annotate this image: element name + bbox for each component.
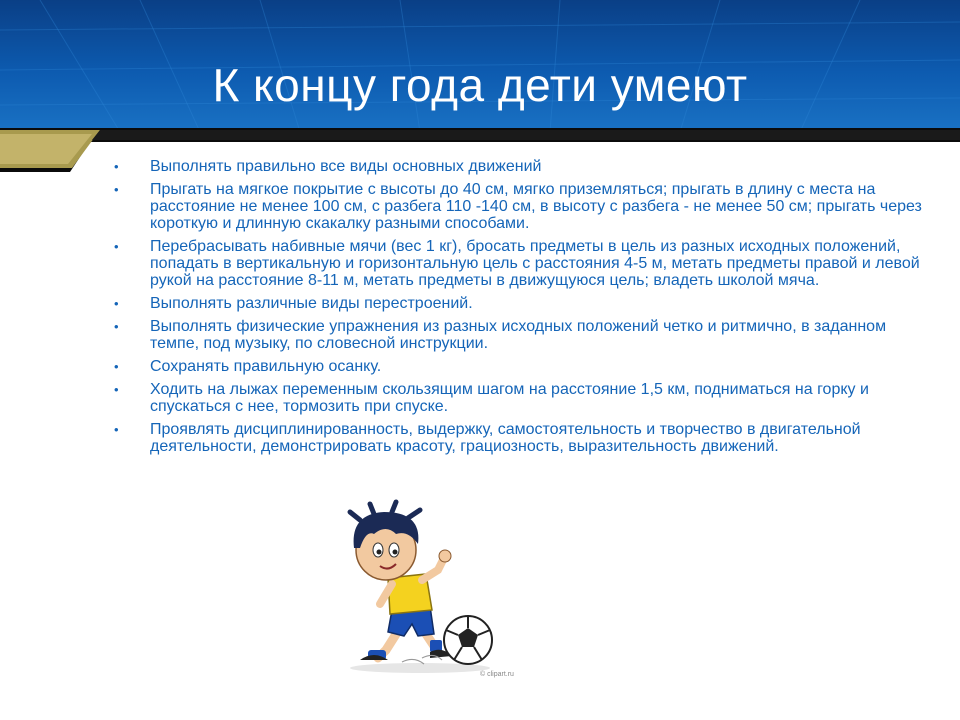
bullet-icon: • [114,319,119,334]
skills-list [112,158,937,461]
list-item-text: Ходить на лыжах переменным скользящим шагом на расстояние 1,5 км, подниматься на горку и спускаться с нее, тормозить при спуске. [150,381,869,415]
list-item-text: Сохранять правильную осанку. [150,358,382,375]
list-item [112,358,937,375]
bullet-icon: • [114,159,119,174]
bullet-icon: • [114,359,119,374]
list-item [112,238,937,289]
list-item [112,381,937,415]
list-item-text: Выполнять различные виды перестроений. [150,295,473,312]
slide-header [0,0,960,132]
list-item [112,181,937,232]
list-item [112,295,937,312]
bullet-icon: • [114,182,119,197]
bullet-icon: • [114,382,119,397]
list-item-text: Прыгать на мягкое покрытие с высоты до 40 см, мягко приземляться; прыгать в длину с места на расстояние не менее 100 см, с разбега 110 -140 см, в высоту с разбега - не менее 50 см; прыгать через короткую и длинную скакалку разными способами. [150,181,922,232]
slide-title: К концу года дети умеют [212,59,748,111]
bullet-icon: • [114,296,119,311]
list-item-text: Проявлять дисциплинированность, выдержку, самостоятельность и творчество в двигательной деятельности, демонстрировать красоту, грациозность, выразительность движений. [150,421,861,455]
boy-playing-soccer-icon [330,500,514,680]
bullet-icon: • [114,239,119,254]
list-item [112,158,937,175]
bullet-icon: • [114,422,119,437]
list-item [112,421,937,455]
list-item-text: Выполнять правильно все виды основных движений [150,158,542,175]
illustration-credit: © clipart.ru [480,671,514,678]
list-item-text: Выполнять физические упражнения из разных исходных положений четко и ритмично, в заданном темпе, под музыку, по словесной инструкции. [150,318,887,352]
list-item-text: Перебрасывать набивные мячи (вес 1 кг), бросать предметы в цель из разных исходных положений, попадать в вертикальную и горизонтальную цель с расстояния 4-5 м, метать предметы правой и левой рукой на расстояние 8-11 м, метать предметы в движущуюся цель; владеть школой мяча. [150,238,920,289]
list-item [112,318,937,352]
